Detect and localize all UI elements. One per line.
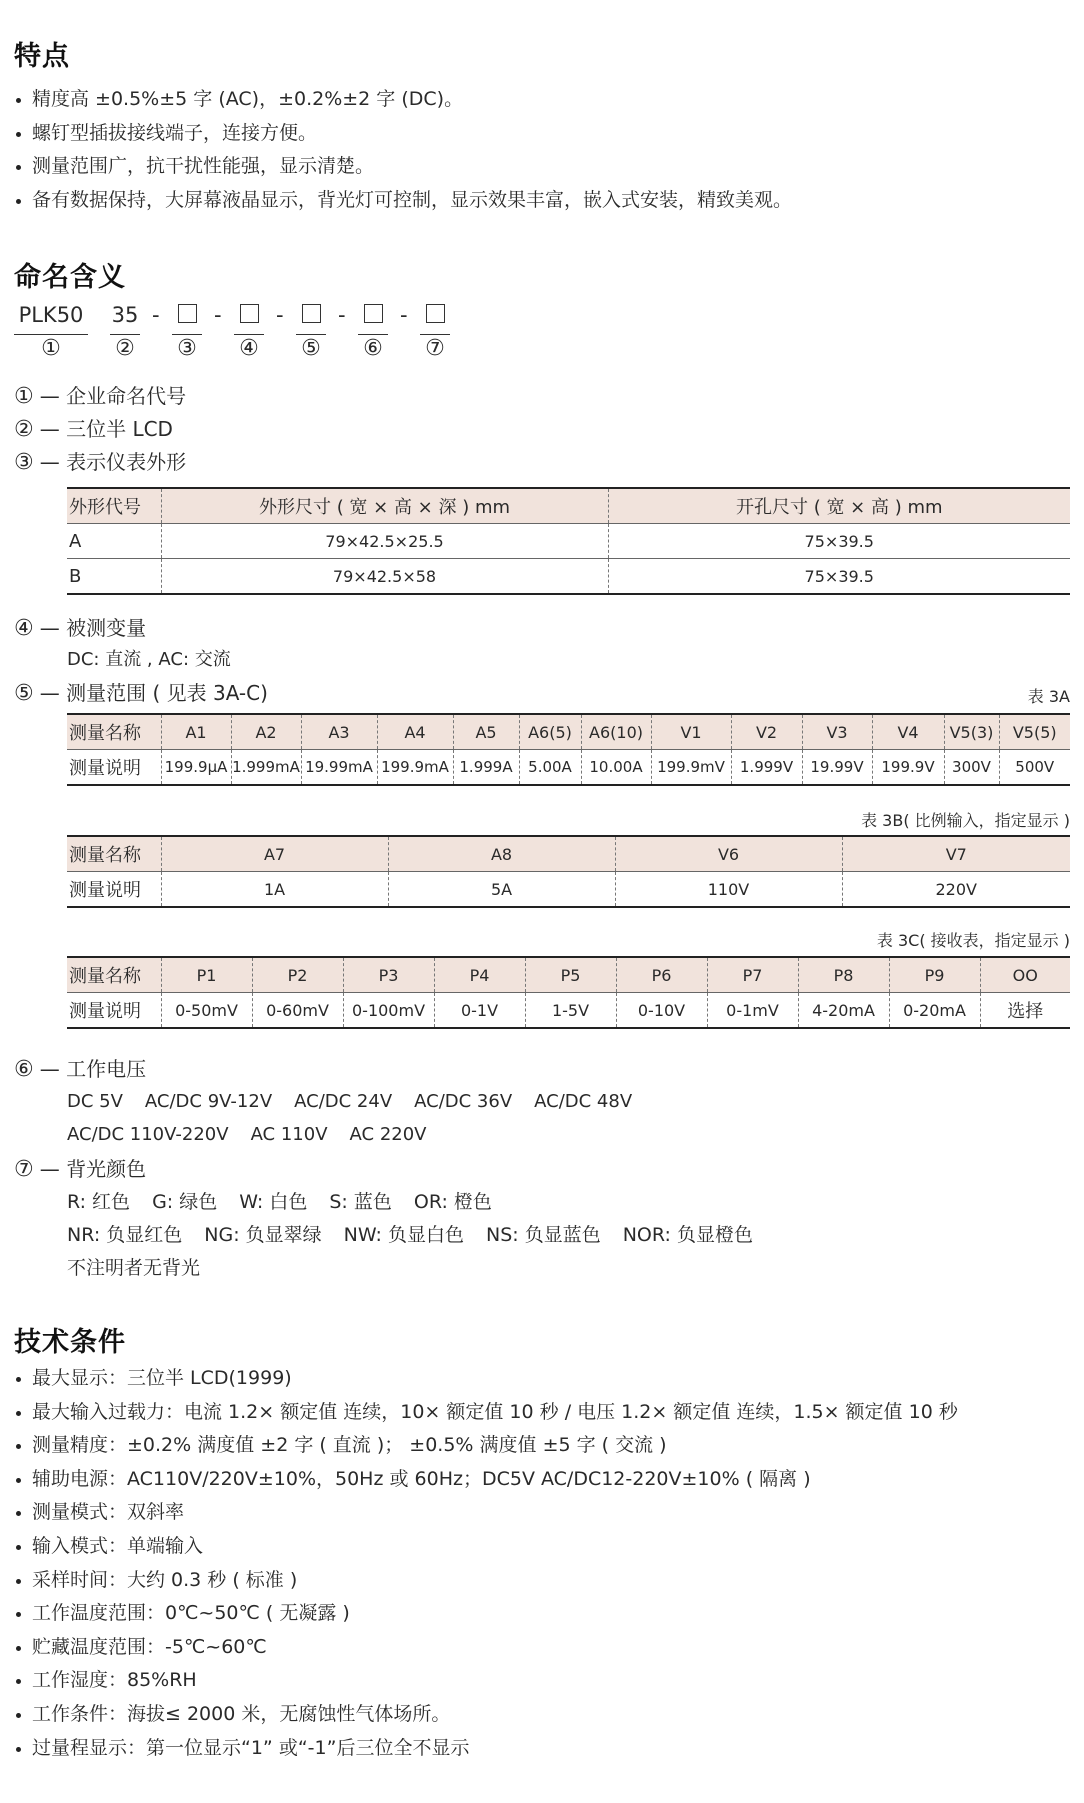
table-cell: 19.99V: [802, 750, 872, 786]
table-cell: 选择: [980, 993, 1070, 1029]
list-item: 贮藏温度范围：-5℃~60℃: [14, 1631, 958, 1665]
list-item: 螺钉型插拔接线端子，连接方便。: [14, 117, 792, 151]
table-header: V5(3): [944, 714, 999, 750]
model-part-5: ⑤: [296, 300, 326, 363]
table-header-row: [67, 714, 1070, 750]
model-code: [14, 300, 614, 366]
def-5: ⑤ — 测量范围 ( 见表 3A-C): [14, 681, 268, 706]
placeholder-box-icon: [178, 304, 197, 323]
def-4-detail: DC: 直流 , AC: 交流: [67, 649, 231, 670]
model-part-2: 35 ②: [111, 303, 139, 361]
list-item: 最大输入过载力：电流 1.2× 额定值 连续，10× 额定值 10 秒 / 电压 1.2× 额定值 连续，1.5× 额定值 10 秒: [14, 1396, 958, 1430]
bullet-icon: [16, 132, 21, 137]
table-cell: 测量说明: [67, 872, 161, 908]
list-item: 采样时间：大约 0.3 秒 ( 标准 ): [14, 1564, 958, 1598]
table-header: 测量名称: [67, 714, 161, 750]
table-cell: 79×42.5×58: [161, 559, 608, 595]
table-cell: 75×39.5: [608, 524, 1070, 559]
table-cell: 19.99mA: [301, 750, 377, 786]
table-row: [67, 872, 1070, 908]
table-cell: 1A: [161, 872, 388, 908]
backlight-note: 不注明者无背光: [67, 1257, 201, 1279]
bullet-icon: [16, 1478, 21, 1483]
table-header: A3: [301, 714, 377, 750]
dash: -: [400, 303, 408, 327]
table-cell: 199.9mA: [377, 750, 453, 786]
list-item: 测量模式：双斜率: [14, 1496, 958, 1530]
table-header: A5: [453, 714, 519, 750]
table-cell: 79×42.5×25.5: [161, 524, 608, 559]
table-header: V7: [842, 836, 1070, 872]
backlight-line-1: R: 红色 G: 绿色 W: 白色 S: 蓝色 OR: 橙色: [67, 1191, 492, 1213]
def-3: ③ — 表示仪表外形: [14, 450, 187, 475]
def-2: ② — 三位半 LCD: [14, 417, 173, 442]
table-3b-caption: 表 3B( 比例输入，指定显示 ): [861, 811, 1070, 830]
table-header: A4: [377, 714, 453, 750]
features-title: 特点: [14, 41, 70, 72]
placeholder-box-icon: [302, 304, 321, 323]
table-header: P7: [707, 957, 798, 993]
list-item: 过量程显示：第一位显示“1” 或“-1”后三位全不显示: [14, 1732, 958, 1766]
table-header: A1: [161, 714, 231, 750]
table-cell: 0-1V: [434, 993, 525, 1029]
bullet-icon: [16, 1646, 21, 1651]
table-cell: 300V: [944, 750, 999, 786]
table-header: P3: [343, 957, 434, 993]
bullet-icon: [16, 165, 21, 170]
list-item: 测量精度：±0.2% 满度值 ±2 字 ( 直流 )； ±0.5% 满度值 ±5 字 ( 交流 ): [14, 1429, 958, 1463]
list-item: 工作温度范围：0℃~50℃ ( 无凝露 ): [14, 1597, 958, 1631]
naming-title: 命名含义: [14, 262, 126, 293]
table-header: V6: [615, 836, 842, 872]
voltage-line-1: DC 5V AC/DC 9V-12V AC/DC 24V AC/DC 36V AC/DC 48V: [67, 1091, 633, 1112]
def-7: ⑦ — 背光颜色: [14, 1157, 147, 1182]
list-item: 输入模式：单端输入: [14, 1530, 958, 1564]
backlight-line-2: NR: 负显红色 NG: 负显翠绿 NW: 负显白色 NS: 负显蓝色 NOR: 负显橙色: [67, 1224, 753, 1246]
table-header: A2: [231, 714, 301, 750]
bullet-icon: [16, 1511, 21, 1516]
table-header: A6(5): [519, 714, 581, 750]
list-item: 测量范围广，抗干扰性能强，显示清楚。: [14, 150, 792, 184]
def-1: ① — 企业命名代号: [14, 384, 187, 409]
list-item: 工作条件：海拔≤ 2000 米，无腐蚀性气体场所。: [14, 1698, 958, 1732]
table-3c: [67, 956, 1070, 1029]
table-cell: 500V: [999, 750, 1070, 786]
table-header: V1: [651, 714, 731, 750]
dash: -: [338, 303, 346, 327]
table-header: 测量名称: [67, 836, 161, 872]
bullet-icon: [16, 1612, 21, 1617]
tech-title: 技术条件: [14, 1327, 126, 1358]
list-item: 辅助电源：AC110V/220V±10%，50Hz 或 60Hz；DC5V AC/DC12-220V±10% ( 隔离 ): [14, 1463, 958, 1497]
bullet-icon: [16, 1679, 21, 1684]
bullet-icon: [16, 1747, 21, 1752]
table-cell: 199.9mV: [651, 750, 731, 786]
placeholder-box-icon: [426, 304, 445, 323]
model-part-7: ⑦: [420, 300, 450, 363]
table-row: [67, 524, 1070, 559]
table-row: [67, 993, 1070, 1029]
table-row: [67, 559, 1070, 595]
dash: -: [152, 303, 160, 327]
table-cell: 110V: [615, 872, 842, 908]
table-cell: 测量说明: [67, 750, 161, 786]
table-header: P6: [616, 957, 707, 993]
bullet-icon: [16, 98, 21, 103]
table-cell: 75×39.5: [608, 559, 1070, 595]
table-cell: 10.00A: [581, 750, 651, 786]
tech-list: [14, 1362, 958, 1765]
table-cell: 220V: [842, 872, 1070, 908]
voltage-line-2: AC/DC 110V-220V AC 110V AC 220V: [67, 1124, 427, 1145]
table-header: V4: [872, 714, 944, 750]
table-header: 测量名称: [67, 957, 161, 993]
table-header: V3: [802, 714, 872, 750]
table-cell: 5A: [388, 872, 615, 908]
features-list: [14, 83, 792, 217]
table-cell: 199.9V: [872, 750, 944, 786]
table-header: OO: [980, 957, 1070, 993]
table-cell: B: [67, 559, 161, 595]
shape-table: [67, 487, 1070, 595]
table-cell: 测量说明: [67, 993, 161, 1029]
features-section: [14, 34, 792, 217]
table-cell: 0-10V: [616, 993, 707, 1029]
table-cell: 0-50mV: [161, 993, 252, 1029]
table-header: P8: [798, 957, 889, 993]
list-item: 工作湿度：85%RH: [14, 1664, 958, 1698]
table-header-row: [67, 488, 1070, 524]
table-header: P9: [889, 957, 980, 993]
table-cell: 1-5V: [525, 993, 616, 1029]
table-header-row: [67, 957, 1070, 993]
table-header: V5(5): [999, 714, 1070, 750]
table-cell: 1.999V: [731, 750, 802, 786]
list-item: 精度高 ±0.5%±5 字 (AC)，±0.2%±2 字 (DC)。: [14, 83, 792, 117]
dash: -: [214, 303, 222, 327]
model-part-6: ⑥: [358, 300, 388, 363]
table-row: [67, 750, 1070, 786]
bullet-icon: [16, 199, 21, 204]
table-header: 开孔尺寸 ( 宽 × 高 ) mm: [608, 488, 1070, 524]
table-header: P5: [525, 957, 616, 993]
list-item: 备有数据保持，大屏幕液晶显示，背光灯可控制，显示效果丰富，嵌入式安装，精致美观。: [14, 184, 792, 218]
model-part-1: PLK50 ①: [14, 300, 88, 363]
table-cell: 1.999A: [453, 750, 519, 786]
bullet-icon: [16, 1411, 21, 1416]
table-cell: A: [67, 524, 161, 559]
def-6: ⑥ — 工作电压: [14, 1057, 147, 1082]
model-part-4: ④: [234, 300, 264, 363]
table-cell: 0-1mV: [707, 993, 798, 1029]
table-cell: 0-20mA: [889, 993, 980, 1029]
table-3c-caption: 表 3C( 接收表，指定显示 ): [876, 931, 1070, 950]
def-4: ④ — 被测变量: [14, 616, 147, 641]
table-header: A8: [388, 836, 615, 872]
table-header: P1: [161, 957, 252, 993]
bullet-icon: [16, 1444, 21, 1449]
bullet-icon: [16, 1545, 21, 1550]
table-header: A6(10): [581, 714, 651, 750]
dash: -: [276, 303, 284, 327]
list-item: 最大显示：三位半 LCD(1999): [14, 1362, 958, 1396]
table-header: A7: [161, 836, 388, 872]
bullet-icon: [16, 1377, 21, 1382]
table-header: V2: [731, 714, 802, 750]
table-header: 外形尺寸 ( 宽 × 高 × 深 ) mm: [161, 488, 608, 524]
table-cell: 199.9μA: [161, 750, 231, 786]
table-3a: [67, 713, 1070, 786]
bullet-icon: [16, 1713, 21, 1718]
table-cell: 0-60mV: [252, 993, 343, 1029]
placeholder-box-icon: [364, 304, 383, 323]
placeholder-box-icon: [240, 304, 259, 323]
table-cell: 1.999mA: [231, 750, 301, 786]
table-3a-caption: 表 3A: [1027, 687, 1070, 706]
table-3b: [67, 835, 1070, 908]
table-header: P4: [434, 957, 525, 993]
table-header: 外形代号: [67, 488, 161, 524]
table-cell: 5.00A: [519, 750, 581, 786]
table-header-row: [67, 836, 1070, 872]
table-cell: 4-20mA: [798, 993, 889, 1029]
bullet-icon: [16, 1579, 21, 1584]
model-part-3: ③: [172, 300, 202, 363]
table-cell: 0-100mV: [343, 993, 434, 1029]
table-header: P2: [252, 957, 343, 993]
